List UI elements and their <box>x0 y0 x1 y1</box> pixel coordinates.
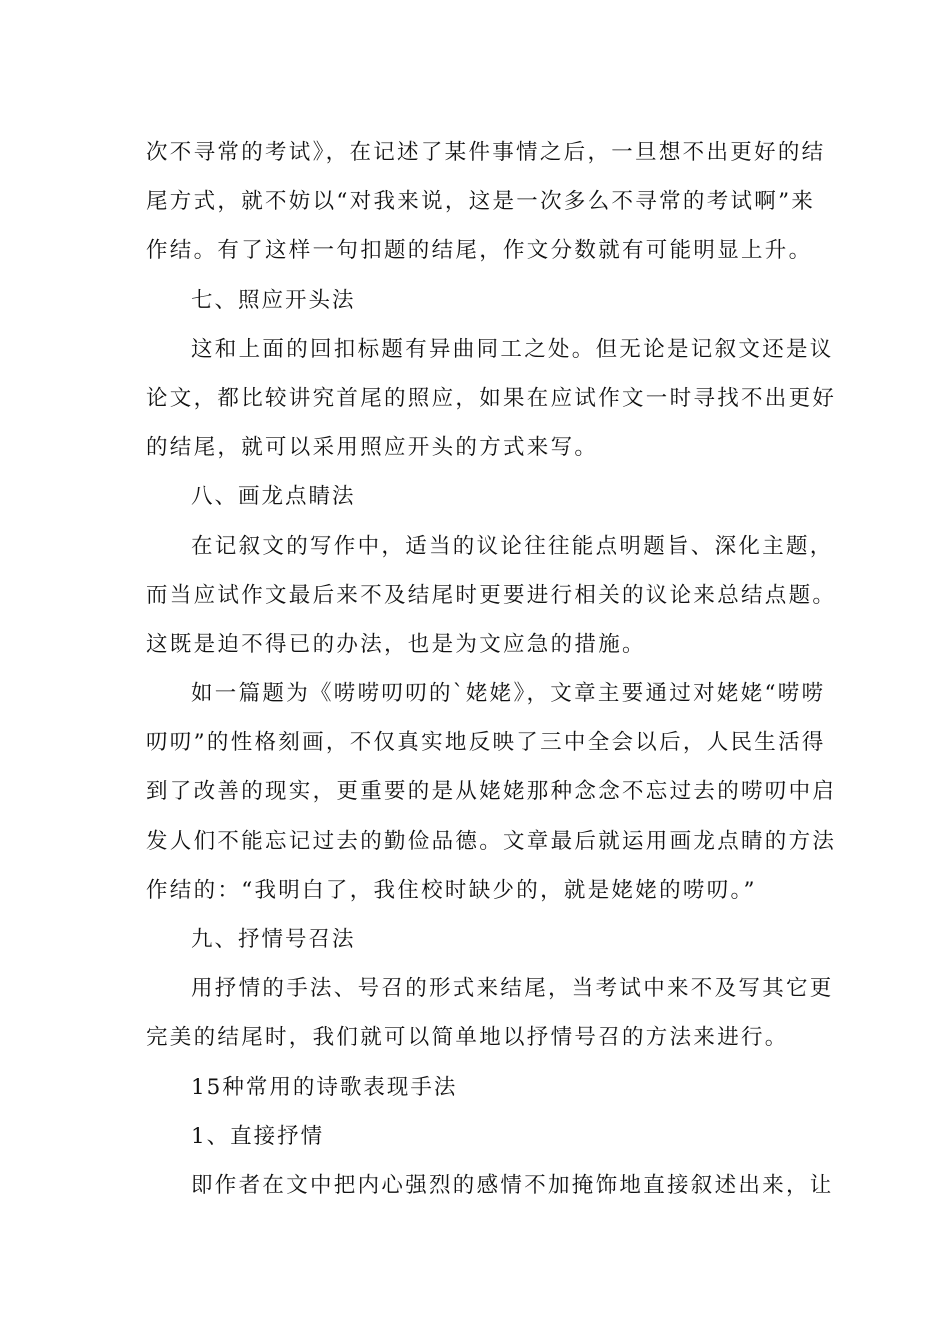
section-heading: 15种常用的诗歌表现手法 <box>191 1074 458 1100</box>
body-text-line: 叨叨”的性格刻画，不仅真实地反映了三中全会以后，人民生活得 <box>146 730 826 756</box>
paragraph-first-line: 如一篇题为《唠唠叨叨的`姥姥》，文章主要通过对姥姥“唠唠 <box>191 681 826 707</box>
body-text-line: 到了改善的现实，更重要的是从姥姥那种念念不忘过去的唠叨中启 <box>146 779 837 805</box>
body-text-line: 发人们不能忘记过去的勤俭品德。文章最后就运用画龙点睛的方法 <box>146 828 837 854</box>
paragraph-first-line: 在记叙文的写作中，适当的议论往往能点明题旨、深化主题， <box>191 533 834 559</box>
body-text-line: 作结的：“我明白了，我住校时缺少的，就是姥姥的唠叨。” <box>146 877 757 903</box>
body-text-line: 作结。有了这样一句扣题的结尾，作文分数就有可能明显上升。 <box>146 238 813 264</box>
body-text-line: 尾方式，就不妨以“对我来说，这是一次多么不寻常的考试啊”来 <box>146 189 816 215</box>
body-text-line: 这既是迫不得已的办法，也是为文应急的措施。 <box>146 631 646 657</box>
paragraph-first-line: 这和上面的回扣标题有异曲同工之处。但无论是记叙文还是议 <box>191 336 834 362</box>
paragraph-first-line: 用抒情的手法、号召的形式来结尾，当考试中来不及写其它更 <box>191 976 834 1002</box>
section-heading: 九、抒情号召法 <box>191 927 356 952</box>
subsection-heading: 1、直接抒情 <box>191 1123 325 1149</box>
body-text-line: 的结尾，就可以采用照应开头的方式来写。 <box>146 435 599 461</box>
body-text-line: 完美的结尾时，我们就可以简单地以抒情号召的方法来进行。 <box>146 1025 789 1051</box>
body-text-line: 次不寻常的考试》，在记述了某件事情之后，一旦想不出更好的结 <box>146 140 826 165</box>
section-heading: 七、照应开头法 <box>191 287 356 313</box>
body-text-line: 论文，都比较讲究首尾的照应，如果在应试作文一时寻找不出更好 <box>146 385 837 411</box>
section-heading: 八、画龙点睛法 <box>191 484 356 510</box>
document-page <box>146 128 837 1210</box>
paragraph-first-line: 即作者在文中把内心强烈的感情不加掩饰地直接叙述出来，让 <box>191 1172 834 1198</box>
body-text-line: 而当应试作文最后来不及结尾时更要进行相关的议论来总结点题。 <box>146 582 837 608</box>
